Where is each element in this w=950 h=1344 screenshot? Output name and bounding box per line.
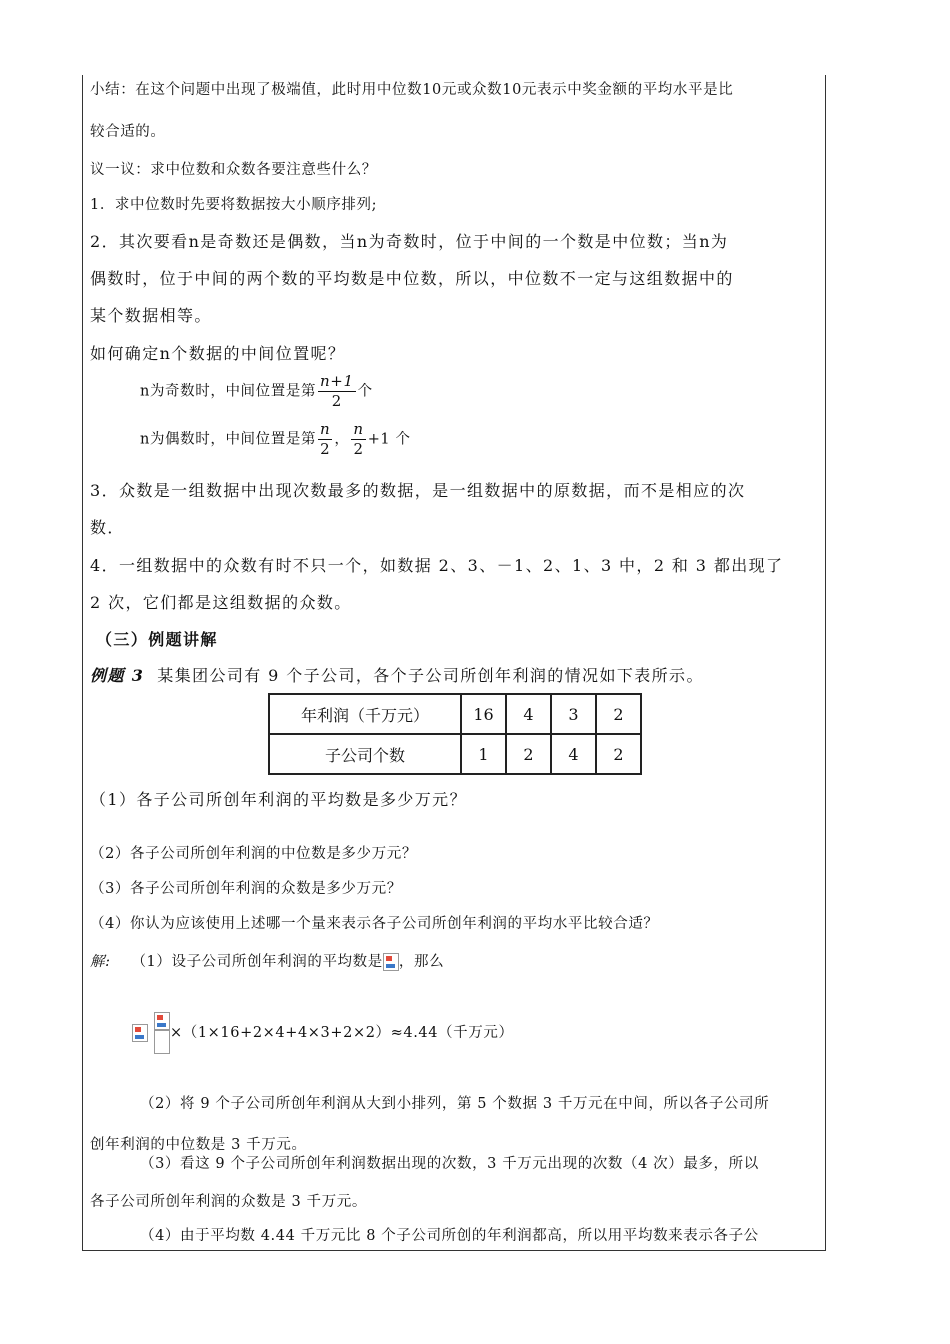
- question-4: （4）你认为应该使用上述哪一个量来表示各子公司所创年利润的平均水平比较合适？: [90, 916, 659, 932]
- table-cell: 2: [596, 694, 641, 734]
- odd-case-suffix: 个: [357, 383, 373, 400]
- discuss-point-3-line-2: 数．: [90, 518, 125, 537]
- discuss-point-1: 1．求中位数时先要将数据按大小顺序排列;: [90, 197, 378, 213]
- table-header-count: 子公司个数: [269, 734, 461, 774]
- even-fraction-2-numerator: n: [353, 420, 364, 438]
- even-fraction-1-denominator: 2: [320, 440, 331, 458]
- question-1: （1）各子公司所创年利润的平均数是多少万元？: [90, 790, 467, 809]
- discuss-point-3-line-1: 3．众数是一组数据中出现次数最多的数据，是一组数据中的原数据，而不是相应的次: [90, 481, 746, 500]
- example-label: 例题 3: [90, 666, 145, 685]
- discuss-point-4-line-2: 2 次，它们都是这组数据的众数。: [90, 593, 352, 612]
- discuss-point-2-line-3: 某个数据相等。: [90, 306, 212, 325]
- question-3: （3）各子公司所创年利润的众数是多少万元？: [90, 881, 402, 897]
- table-row: [269, 734, 641, 774]
- odd-fraction-numerator: n+1: [320, 372, 354, 390]
- example-text: 某集团公司有 9 个子公司，各个子公司所创年利润的情况如下表所示。: [157, 666, 704, 685]
- fraction-image-icon: [154, 1012, 170, 1054]
- solution-4-line-1: （4）由于平均数 4.44 千万元比 8 个子公司所创的年利润都高，所以用平均数来表示各子公: [140, 1228, 759, 1244]
- table-cell: 16: [461, 694, 506, 734]
- table-cell: 4: [506, 694, 551, 734]
- solution-label: 解:: [90, 954, 111, 970]
- mean-formula: ×（1×16+2×4+4×3+2×2）≈4.44（千万元）: [170, 1025, 514, 1041]
- odd-case-prefix: n为奇数时，中间位置是第: [140, 383, 317, 400]
- odd-case-line: [140, 372, 373, 411]
- solution-1-text-b: ，那么: [398, 954, 445, 970]
- discuss-title: 议一议：求中位数和众数各要注意些什么？: [90, 162, 377, 178]
- solution-2-line-2: 创年利润的中位数是 3 千万元。: [90, 1137, 307, 1153]
- discuss-point-2-line-2: 偶数时，位于中间的两个数的平均数是中位数，所以，中位数不一定与这组数据中的: [90, 269, 734, 288]
- summary-line-2: 较合适的。: [90, 124, 166, 140]
- table-cell: 4: [551, 734, 596, 774]
- table-row: [269, 694, 641, 734]
- even-fraction-1: [318, 420, 332, 459]
- profit-table: [268, 693, 642, 775]
- table-cell: 3: [551, 694, 596, 734]
- even-fraction-1-numerator: n: [320, 420, 331, 438]
- example-3-line: [90, 663, 704, 686]
- even-case-suffix: +1 个: [367, 431, 411, 448]
- solution-2-line-1: （2）将 9 个子公司所创年利润从大到小排列，第 5 个数据 3 千万元在中间，所以各子公司所: [140, 1096, 770, 1112]
- solution-1-line: [90, 950, 444, 971]
- mean-formula-line: [132, 1012, 514, 1054]
- mean-symbol-image-icon: [383, 953, 399, 971]
- even-separator: ，: [334, 431, 350, 448]
- discuss-point-4-line-1: 4．一组数据中的众数有时不只一个，如数据 2、3、－1、2、1、3 中，2 和 3 都出现了: [90, 556, 784, 575]
- table-cell: 2: [506, 734, 551, 774]
- section-title: （三）例题讲解: [96, 630, 218, 649]
- discuss-point-2-line-1: 2．其次要看n是奇数还是偶数，当n为奇数时，位于中间的一个数是中位数；当n为: [90, 232, 729, 251]
- solution-1-text-a: （1）设子公司所创年利润的平均数是: [131, 954, 383, 970]
- even-fraction-2-denominator: 2: [353, 440, 364, 458]
- mean-symbol-image-icon: [132, 1024, 148, 1042]
- table-cell: 2: [596, 734, 641, 774]
- table-header-profit: 年利润（千万元）: [269, 694, 461, 734]
- odd-fraction: [318, 372, 356, 411]
- even-fraction-2: [351, 420, 365, 459]
- middle-position-question: 如何确定n个数据的中间位置呢？: [90, 344, 346, 363]
- summary-line-1: 小结：在这个问题中出现了极端值，此时用中位数10元或众数10元表示中奖金额的平均水平是比: [90, 82, 734, 98]
- even-case-prefix: n为偶数时，中间位置是第: [140, 431, 317, 448]
- question-2: （2）各子公司所创年利润的中位数是多少万元？: [90, 846, 417, 862]
- solution-3-line-1: （3）看这 9 个子公司所创年利润数据出现的次数，3 千万元出现的次数（4 次）最多，所以: [140, 1156, 759, 1172]
- solution-3-line-2: 各子公司所创年利润的众数是 3 千万元。: [90, 1194, 367, 1210]
- even-case-line: [140, 420, 411, 459]
- table-cell: 1: [461, 734, 506, 774]
- odd-fraction-denominator: 2: [331, 392, 342, 410]
